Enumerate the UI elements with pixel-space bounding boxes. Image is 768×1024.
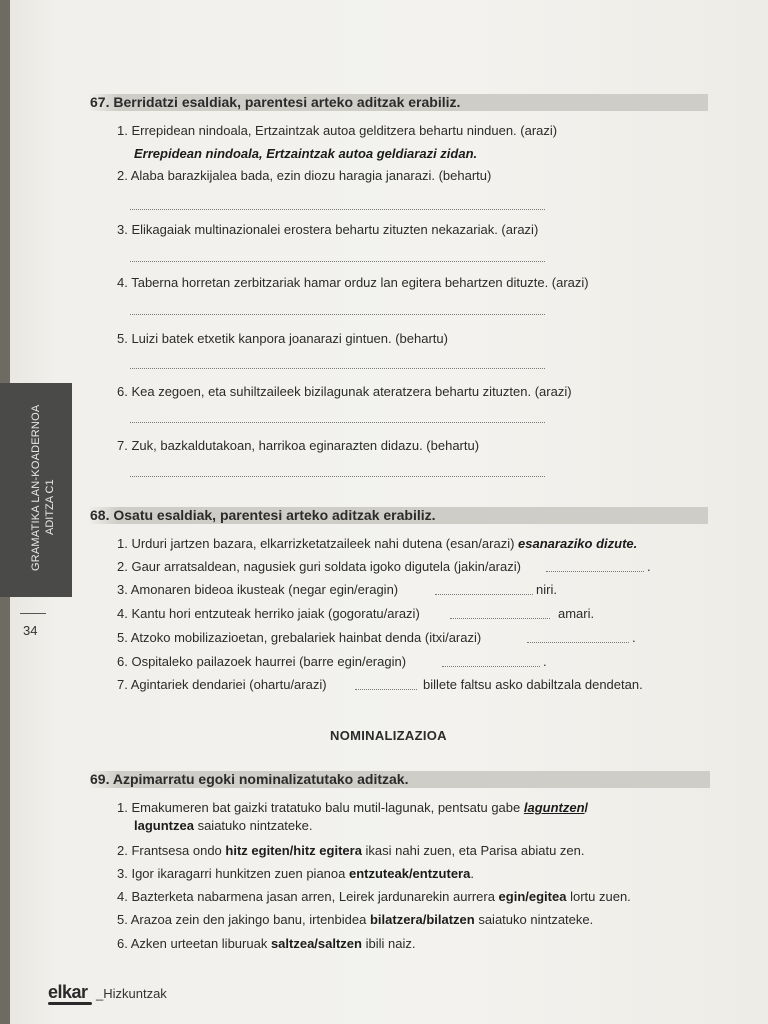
- exercise-68-instruction: Osatu esaldiak, parentesi arteko aditzak erabiliz.: [113, 507, 436, 523]
- blank-7[interactable]: [355, 689, 417, 690]
- ex69-item-4-text: 4. Bazterketa nabarmena jasan arren, Leirek jardunarekin aurrera: [117, 889, 499, 904]
- blank-2[interactable]: [546, 571, 644, 572]
- blank-5[interactable]: [527, 642, 629, 643]
- ex69-item-2-choices[interactable]: hitz egiten/hitz egitera: [225, 843, 362, 858]
- exercise-68-number: 68.: [90, 507, 110, 523]
- ex68-item-5: 5. Atzoko mobilizazioetan, grebalariek hainbat denda (itxi/arazi): [117, 630, 482, 645]
- exercise-67-instruction: Berridatzi esaldiak, parentesi arteko aditzak erabiliz.: [113, 94, 461, 110]
- answer-line-2[interactable]: [130, 209, 545, 210]
- ex68-item-1-answer: esanaraziko dizute.: [518, 536, 638, 551]
- ex69-item-2: [117, 843, 585, 859]
- blank-4[interactable]: [450, 618, 550, 619]
- ex67-item-2: 2. Alaba barazkijalea bada, ezin diozu haragia janarazi. (behartu): [117, 168, 492, 183]
- exercise-68-title: [88, 507, 708, 524]
- publisher-logo: elkar: [48, 982, 88, 1002]
- ex69-item-3-end: .: [470, 866, 474, 881]
- ex68-item-3: 3. Amonaren bideoa ikusteak (negar egin/eragin): [117, 582, 399, 597]
- answer-line-4[interactable]: [130, 314, 545, 315]
- ex67-item-3: 3. Elikagaiak multinazionalei erostera behartu zituzten nekazariak. (arazi): [117, 222, 539, 237]
- ex69-item-3-choices[interactable]: entzuteak/entzutera: [348, 866, 471, 881]
- ex68-item-2-dot: .: [647, 559, 651, 574]
- ex69-item-4-choices[interactable]: egin/egitea: [498, 889, 567, 904]
- answer-line-5[interactable]: [130, 368, 545, 369]
- ex67-item-5: 5. Luizi batek etxetik kanpora joanarazi gintuen. (behartu): [117, 331, 448, 346]
- ex69-item-3: [117, 866, 474, 882]
- logo-underline: [48, 1002, 92, 1005]
- side-tab-subtitle: ADITZA C1: [44, 479, 56, 535]
- side-tab: [0, 383, 72, 597]
- exercise-69-number: 69.: [90, 771, 110, 787]
- ex69-item-6: [117, 936, 415, 952]
- ex69-item-1-slash: /: [584, 800, 589, 815]
- ex69-item-6-choices[interactable]: saltzea/saltzen: [270, 936, 362, 951]
- page-number-rule: [20, 613, 46, 614]
- ex68-item-2: 2. Gaur arratsaldean, nagusiek guri soldata igoko digutela (jakin/arazi): [117, 559, 521, 574]
- exercise-67-number: 67.: [90, 94, 110, 110]
- ex69-item-1-choice-underlined[interactable]: laguntzen: [523, 800, 585, 815]
- ex69-item-1-text: 1. Emakumeren bat gaizki tratatuko balu mutil-lagunak, pentsatu gabe: [117, 800, 524, 815]
- ex69-item-5-text: 5. Arazoa zein den jakingo banu, irtenbidea: [117, 912, 370, 927]
- ex68-item-1-text: 1. Urduri jartzen bazara, elkarrizketatzaileek nahi dutena (esan/arazi): [117, 536, 519, 551]
- ex69-item-6-text: 6. Azken urteetan liburuak: [117, 936, 271, 951]
- answer-line-6[interactable]: [130, 422, 545, 423]
- ex69-item-1-end: saiatuko nintzateke.: [193, 818, 313, 833]
- answer-line-7[interactable]: [130, 476, 545, 477]
- ex67-item-7: 7. Zuk, bazkaldutakoan, harrikoa eginarazten didazu. (behartu): [117, 438, 480, 453]
- ex68-item-7: 7. Agintariek dendariei (ohartu/arazi): [117, 677, 327, 692]
- page-number: 34: [23, 623, 38, 638]
- side-tab-title: GRAMATIKA LAN-KOADERNOA: [30, 404, 42, 571]
- blank-3[interactable]: [435, 594, 533, 595]
- ex69-item-2-text: 2. Frantsesa ondo: [117, 843, 226, 858]
- ex68-item-1: [117, 536, 637, 552]
- ex68-item-7-end: billete faltsu asko dabiltzala dendetan.: [423, 677, 643, 692]
- ex69-item-6-end: ibili naiz.: [361, 936, 416, 951]
- ex68-item-6: 6. Ospitaleko pailazoek haurrei (barre egin/eragin): [117, 654, 407, 669]
- exercise-69-title: [88, 771, 710, 788]
- ex68-item-4-end: amari.: [558, 606, 595, 621]
- ex69-item-5-end: saiatuko nintzateke.: [474, 912, 594, 927]
- exercise-69-instruction: Azpimarratu egoki nominalizatutako aditzak.: [112, 771, 409, 787]
- ex69-item-5-choices[interactable]: bilatzera/bilatzen: [369, 912, 475, 927]
- ex67-item-4: 4. Taberna horretan zerbitzariak hamar orduz lan egitera behartzen dituzte. (arazi): [117, 275, 589, 290]
- publisher-brand: _Hizkuntzak: [96, 986, 167, 1001]
- ex68-item-5-dot: .: [632, 630, 636, 645]
- exercise-67-title: [88, 94, 708, 111]
- ex69-item-4-end: lortu zuen.: [566, 889, 631, 904]
- ex69-item-4: [117, 889, 631, 905]
- ex68-item-4: 4. Kantu hori entzuteak herriko jaiak (gogoratu/arazi): [117, 606, 420, 621]
- ex68-item-3-end: niri.: [536, 582, 557, 597]
- section-heading: NOMINALIZAZIOA: [330, 728, 447, 743]
- ex67-item-6: 6. Kea zegoen, eta suhiltzaileek bizilagunak ateratzera behartu zituzten. (arazi): [117, 384, 572, 399]
- ex69-item-5: [117, 912, 593, 928]
- ex67-example-answer: Errepidean nindoala, Ertzaintzak autoa geldiarazi zidan.: [134, 146, 478, 161]
- ex69-item-2-end: ikasi nahi zuen, eta Parisa abiatu zen.: [361, 843, 585, 858]
- answer-line-3[interactable]: [130, 261, 545, 262]
- workbook-page: [10, 0, 768, 1024]
- ex69-item-1: [117, 800, 588, 816]
- ex67-item-1: 1. Errepidean nindoala, Ertzaintzak autoa gelditzera behartu ninduen. (arazi): [117, 123, 558, 138]
- ex68-item-6-dot: .: [543, 654, 547, 669]
- ex69-item-1-cont: [134, 818, 313, 834]
- blank-6[interactable]: [442, 666, 540, 667]
- ex69-item-3-text: 3. Igor ikaragarri hunkitzen zuen pianoa: [117, 866, 349, 881]
- ex69-item-1-choice-2[interactable]: laguntzea: [134, 818, 194, 833]
